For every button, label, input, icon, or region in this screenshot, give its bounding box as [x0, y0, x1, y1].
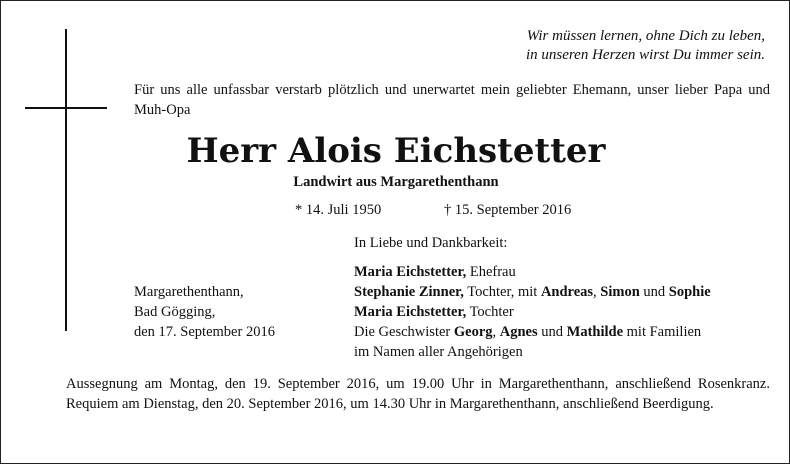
deceased-name: Herr Alois Eichstetter	[186, 131, 606, 171]
separator: ,	[593, 284, 601, 300]
memorial-quote	[526, 27, 765, 65]
place-line-2: Bad Gögging,	[134, 304, 216, 320]
place-line-3: den 17. September 2016	[134, 324, 275, 340]
grandchild-name: Sophie	[668, 284, 711, 300]
deceased-occupation: Landwirt aus Margarethenthann	[293, 174, 499, 190]
place-line-1: Margarethenthann,	[134, 284, 244, 300]
quote-line-2: in unseren Herzen wirst Du immer sein.	[525, 47, 765, 63]
mourner-role: Ehefrau	[466, 264, 516, 280]
sibling-name: Georg	[453, 324, 493, 340]
mourner-name: Stephanie Zinner,	[354, 284, 464, 300]
mourner-role: Tochter	[466, 304, 514, 320]
mourner-line-5: im Namen aller Angehörigen	[354, 344, 523, 360]
birth-date: * 14. Juli 1950	[295, 202, 382, 218]
death-date: † 15. September 2016	[444, 202, 572, 218]
place-and-date	[134, 282, 275, 342]
funeral-service-info: Aussegnung am Montag, den 19. September 2016, um 19.00 Uhr in Margarethenthann, anschließend Rosenkranz. Requiem am Dienstag, den 20. September 2016, um 14.30 Uhr in Margarethenthann, anschließend Beerdigung.	[66, 376, 770, 412]
mourner-text: und	[639, 284, 669, 300]
quote-line-1: Wir müssen lernen, ohne Dich zu leben,	[526, 28, 765, 44]
mourner-line-1	[354, 262, 774, 282]
separator: ,	[492, 324, 500, 340]
mourners-list	[354, 262, 774, 362]
mourner-line-3	[354, 302, 774, 322]
mourner-line-4	[354, 322, 774, 342]
mourner-text: Tochter, mit	[463, 284, 541, 300]
mourner-line-2	[354, 282, 774, 302]
mourner-name: Maria Eichstetter,	[354, 304, 467, 320]
mourner-text: und	[537, 324, 567, 340]
sibling-name: Agnes	[499, 324, 538, 340]
cross-icon-beam	[25, 107, 107, 109]
thanks-line: In Liebe und Dankbarkeit:	[354, 235, 508, 251]
mourner-text: mit Familien	[623, 324, 702, 340]
grandchild-name: Simon	[600, 284, 640, 300]
intro-text: Für uns alle unfassbar verstarb plötzlich und unerwartet mein geliebter Ehemann, unser lieber Papa und Muh-Opa	[134, 82, 770, 118]
grandchild-name: Andreas	[540, 284, 594, 300]
sibling-name: Mathilde	[566, 324, 624, 340]
mourner-name: Maria Eichstetter,	[354, 264, 467, 280]
mourner-text: Die Geschwister	[354, 324, 454, 340]
